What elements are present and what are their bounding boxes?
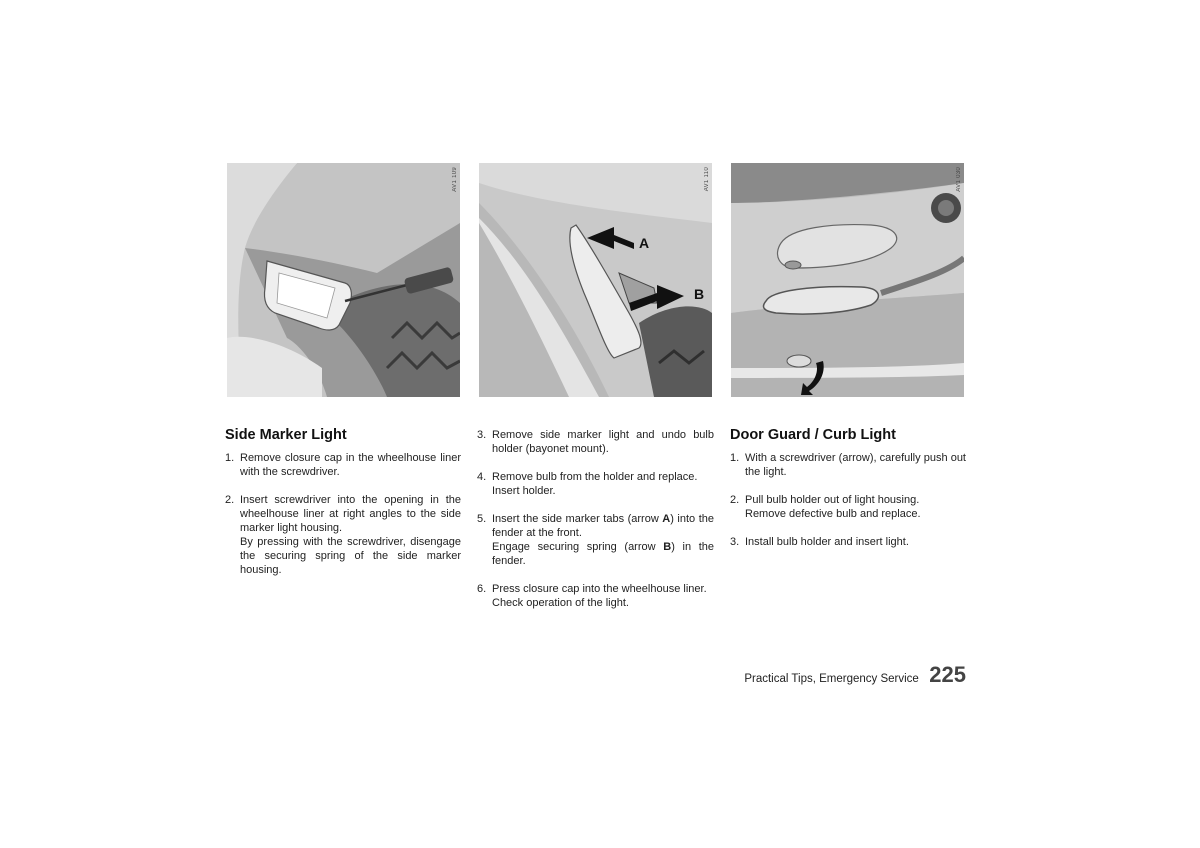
column-door-guard (730, 426, 966, 563)
arrow-label-a: A (639, 235, 650, 251)
step-text: Press closure cap into the wheelhouse liner. (492, 583, 707, 595)
column-side-marker (225, 426, 461, 591)
figure-code: AV1 109 (452, 167, 458, 192)
step-text-part: ) in the fender. (492, 541, 714, 567)
section-title-door-guard: Door Guard / Curb Light (730, 427, 896, 443)
step-item (477, 470, 714, 498)
step-text (492, 512, 714, 540)
step-number: 4. (477, 471, 487, 483)
step-number: 1. (225, 452, 235, 464)
column-side-marker-continued (477, 428, 714, 624)
step-item (477, 428, 714, 456)
arrow-reference-b: B (663, 541, 672, 553)
step-item (730, 535, 966, 549)
step-number: 3. (730, 536, 740, 548)
step-text (492, 540, 714, 568)
side-marker-steps-continued (477, 428, 714, 610)
step-text: By pressing with the screwdriver, disengage the securing spring of the side marker housing. (240, 536, 461, 576)
page-number: 225 (929, 662, 966, 687)
section-title-side-marker: Side Marker Light (225, 427, 347, 443)
door-guard-illustration (731, 163, 964, 397)
step-item (225, 493, 461, 577)
step-text-part: Insert the side marker tabs (arrow (492, 513, 663, 525)
step-item (477, 582, 714, 610)
step-item (477, 512, 714, 568)
step-text: Install bulb holder and insert light. (745, 536, 909, 548)
figure-door-guard (731, 163, 964, 397)
step-number: 6. (477, 583, 487, 595)
side-marker-steps (225, 451, 461, 577)
page-footer (700, 662, 966, 688)
step-text: Remove closure cap in the wheelhouse liner with the screwdriver. (240, 452, 461, 478)
figure-side-marker-screwdriver (227, 163, 460, 397)
step-text: Remove defective bulb and replace. (745, 508, 921, 520)
step-text: Remove bulb from the holder and replace. (492, 471, 698, 483)
step-number: 3. (477, 429, 487, 441)
step-item (225, 451, 461, 479)
arrow-label-b: B (694, 286, 705, 302)
step-number: 2. (225, 494, 235, 506)
arrow-reference-a: A (662, 513, 671, 525)
step-text: With a screwdriver (arrow), carefully push out the light. (745, 452, 966, 478)
side-marker-arrows-illustration (479, 163, 712, 397)
door-guard-steps (730, 451, 966, 549)
step-text-part: Engage securing spring (arrow (492, 541, 664, 553)
step-text-part: ) into the fender at the front. (492, 513, 714, 539)
figure-side-marker-arrows (479, 163, 712, 397)
figure-code: AV1 030 (956, 167, 962, 192)
step-item (730, 493, 966, 521)
step-item (730, 451, 966, 479)
step-number: 5. (477, 513, 487, 525)
footer-section-title: Practical Tips, Emergency Service (744, 673, 919, 685)
step-text: Insert holder. (492, 485, 556, 497)
figure-code: AV1 110 (704, 167, 710, 192)
side-marker-screwdriver-illustration (227, 163, 460, 397)
step-text: Check operation of the light. (492, 597, 629, 609)
step-text: Insert screwdriver into the opening in the wheelhouse liner at right angles to the side marker light housing. (240, 494, 461, 534)
step-text: Pull bulb holder out of light housing. (745, 494, 920, 506)
step-number: 1. (730, 452, 740, 464)
step-number: 2. (730, 494, 740, 506)
step-text: Remove side marker light and undo bulb holder (bayonet mount). (492, 429, 714, 455)
